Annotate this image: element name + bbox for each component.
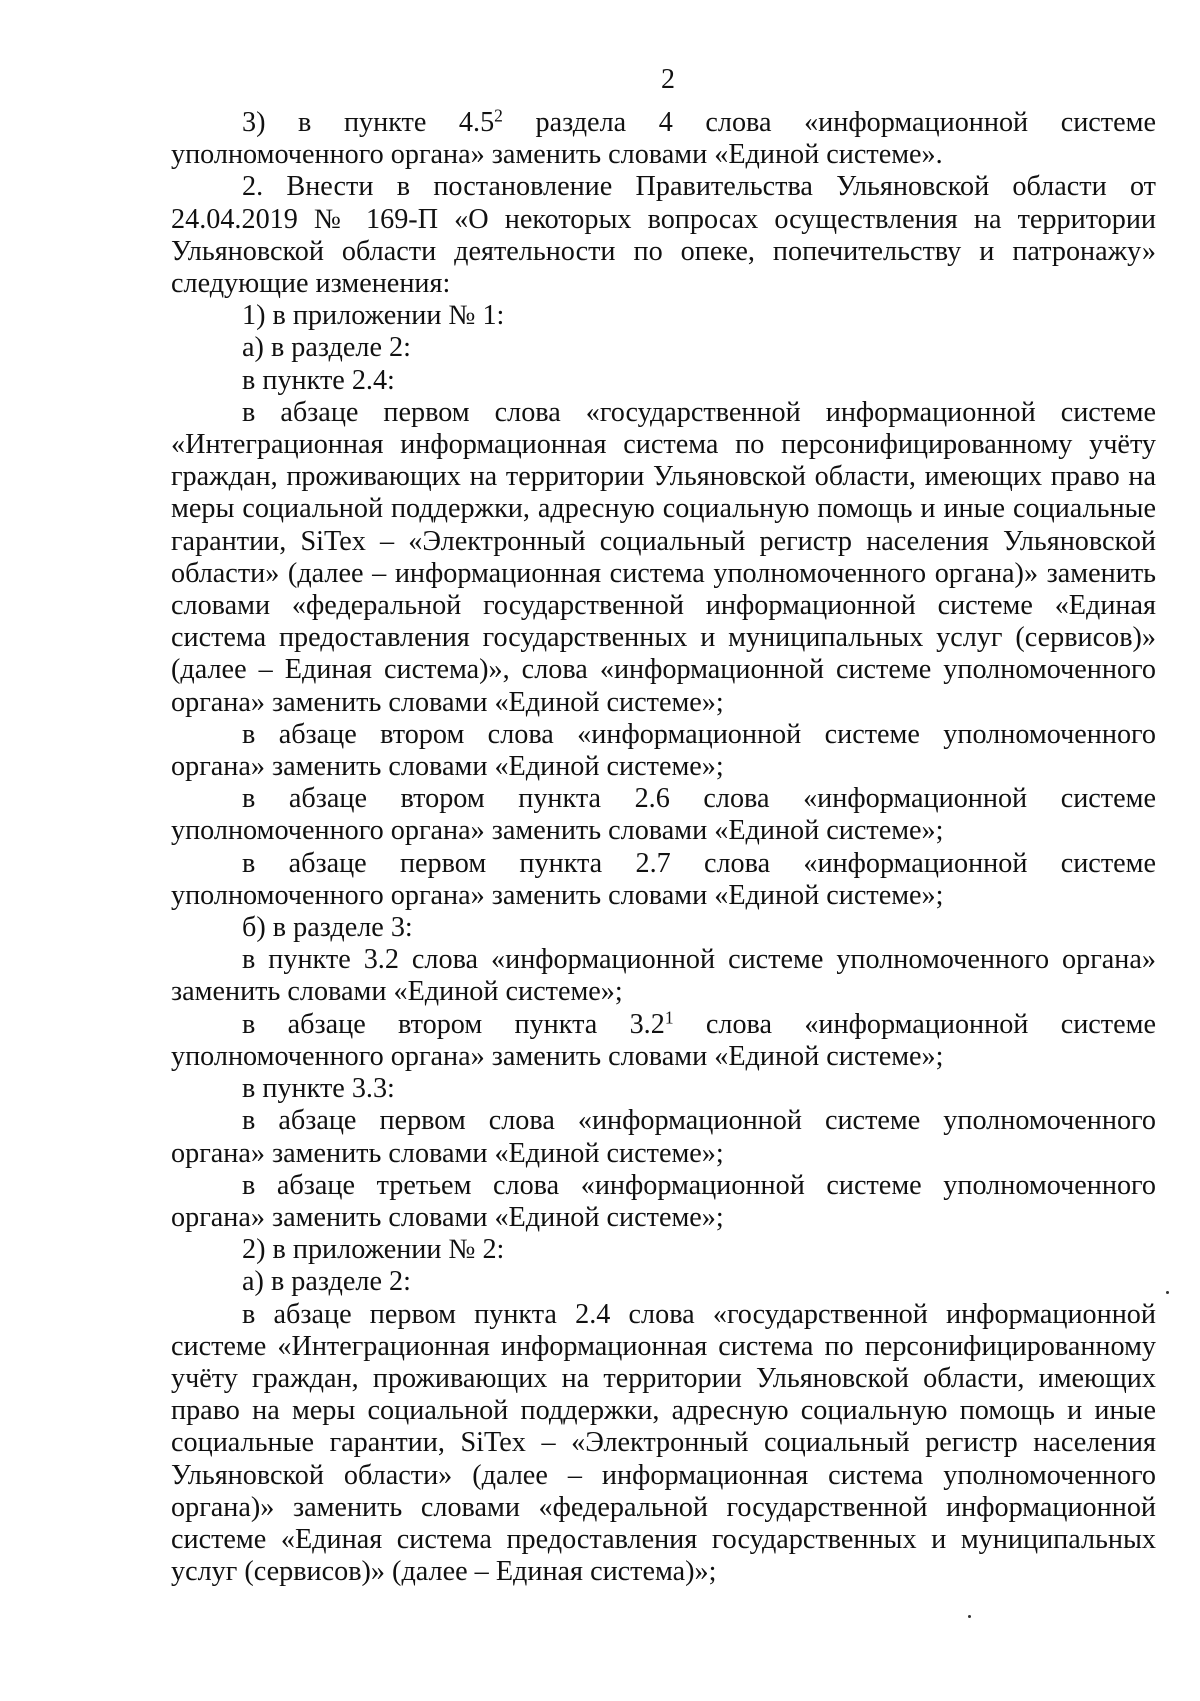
paragraph	[171, 1009, 1156, 1073]
paragraph: в пункте 3.2 слова «информационной системе уполномоченного органа» заменить словами «Единой системе»;	[171, 944, 1156, 1008]
paragraph-text: 3) в пункте 4.5	[242, 107, 495, 138]
paragraph	[171, 107, 1156, 171]
document-body	[171, 107, 1156, 1588]
paragraph: 1) в приложении № 1:	[242, 300, 505, 332]
paragraph-text: слова «информационной системе уполномоченного органа» заменить словами «Единой системе»;	[171, 1008, 1156, 1072]
paragraph: в пункте 3.3:	[242, 1073, 395, 1105]
paragraph: в абзаце третьем слова «информационной системе уполномоченного органа» заменить словами «Единой системе»;	[171, 1169, 1156, 1233]
paragraph: в абзаце первом пункта 2.7 слова «информационной системе уполномоченного органа» заменить словами «Единой системе»;	[171, 847, 1156, 911]
superscript: 1	[664, 1007, 674, 1028]
paragraph: в абзаце первом слова «государственной информационной системе «Интеграционная информационная система по персонифицированному учёту граждан, проживающих на территории Ульяновской области, имеющих право на меры социальной поддержки, адресную социальную помощь и иные социальные гарантии, SiTex – «Электронный социальный регистр населения Ульяновской области» (далее – информационная система уполномоченного органа)» заменить словами «федеральной государственной информационной системе «Единая система предоставления государственных и муниципальных услуг (сервисов)» (далее – Единая система)», слова «информационной системе уполномоченного органа» заменить словами «Единой системе»;	[171, 396, 1156, 718]
scan-speck	[968, 1615, 971, 1618]
superscript: 2	[494, 105, 503, 126]
scan-speck	[1166, 1291, 1169, 1294]
paragraph: в пункте 2.4:	[242, 364, 395, 396]
paragraph: в абзаце втором пункта 2.6 слова «информационной системе уполномоченного органа» заменить словами «Единой системе»;	[171, 783, 1156, 847]
paragraph: б) в разделе 3:	[242, 912, 413, 944]
paragraph: 2) в приложении № 2:	[242, 1234, 505, 1266]
paragraph: 2. Внести в постановление Правительства Ульяновской области от 24.04.2019 № 169-П «О некоторых вопросах осуществления на территории Ульяновской области деятельности по опеке, попечительству и патронажу» следующие изменения:	[171, 171, 1156, 300]
paragraph-text: раздела 4 слова «информационной системе уполномоченного органа» заменить словами «Единой системе».	[171, 107, 1156, 171]
page-number: 2	[661, 64, 675, 95]
paragraph: в абзаце втором слова «информационной системе уполномоченного органа» заменить словами «Единой системе»;	[171, 718, 1156, 783]
paragraph: в абзаце первом слова «информационной системе уполномоченного органа» заменить словами «Единой системе»;	[171, 1105, 1156, 1169]
paragraph: а) в разделе 2:	[242, 332, 411, 364]
paragraph: а) в разделе 2:	[242, 1266, 411, 1298]
paragraph: в абзаце первом пункта 2.4 слова «государственной информационной системе «Интеграционная информационная система по персонифицированному учёту граждан, проживающих на территории Ульяновской области, имеющих право на меры социальной поддержки, адресную социальную помощь и иные социальные гарантии, SiTex – «Электронный социальный регистр населения Ульяновской области» (далее – информационная система уполномоченного органа)» заменить словами «федеральной государственной информационной системе «Единая система предоставления государственных и муниципальных услуг (сервисов)» (далее – Единая система)»;	[171, 1298, 1156, 1588]
paragraph-text: в абзаце втором пункта 3.2	[242, 1008, 665, 1040]
